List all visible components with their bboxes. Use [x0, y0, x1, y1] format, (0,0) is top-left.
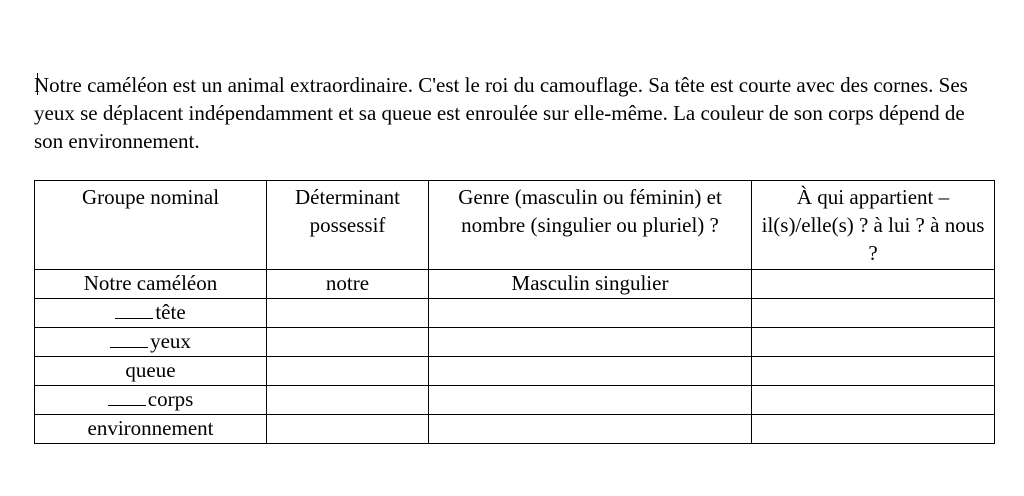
- cell-determinant[interactable]: [267, 415, 429, 444]
- cell-genre-nombre[interactable]: [429, 415, 752, 444]
- cell-text: environnement: [87, 416, 214, 440]
- cell-groupe-nominal[interactable]: [35, 328, 267, 357]
- header-genre-nombre[interactable]: Genre (masculin ou féminin) et nombre (singulier ou pluriel) ?: [429, 181, 752, 270]
- cell-groupe-nominal[interactable]: [35, 299, 267, 328]
- table-body: [35, 270, 995, 444]
- cell-genre-nombre[interactable]: [429, 270, 752, 299]
- table-row: [35, 357, 995, 386]
- cell-genre-nombre[interactable]: [429, 299, 752, 328]
- cell-a-qui-appartient[interactable]: [752, 386, 995, 415]
- cell-determinant[interactable]: [267, 270, 429, 299]
- table-row: [35, 386, 995, 415]
- cell-text: notre: [325, 271, 370, 295]
- header-groupe-nominal[interactable]: Groupe nominal: [35, 181, 267, 270]
- cell-a-qui-appartient[interactable]: [752, 299, 995, 328]
- cell-genre-nombre[interactable]: [429, 357, 752, 386]
- cell-text: Notre caméléon: [83, 271, 218, 295]
- fill-in-blank[interactable]: [108, 391, 146, 406]
- table-row: [35, 299, 995, 328]
- table-row: [35, 328, 995, 357]
- cell-genre-nombre[interactable]: [429, 328, 752, 357]
- cell-genre-nombre[interactable]: [429, 386, 752, 415]
- cell-text: corps: [147, 387, 194, 411]
- cell-groupe-nominal[interactable]: [35, 357, 267, 386]
- cell-a-qui-appartient[interactable]: [752, 415, 995, 444]
- table-row: [35, 415, 995, 444]
- header-a-qui-appartient[interactable]: À qui appartient – il(s)/elle(s) ? à lui ? à nous ?: [752, 181, 995, 270]
- table-header-row: [35, 181, 995, 270]
- cell-determinant[interactable]: [267, 386, 429, 415]
- cell-groupe-nominal[interactable]: [35, 415, 267, 444]
- cell-a-qui-appartient[interactable]: [752, 357, 995, 386]
- exercise-table[interactable]: [34, 180, 995, 444]
- cell-groupe-nominal[interactable]: [35, 386, 267, 415]
- cell-a-qui-appartient[interactable]: [752, 270, 995, 299]
- document-body[interactable]: [34, 71, 994, 155]
- cell-determinant[interactable]: [267, 328, 429, 357]
- cell-determinant[interactable]: [267, 299, 429, 328]
- cell-text: Masculin singulier: [511, 271, 669, 295]
- fill-in-blank[interactable]: [110, 333, 148, 348]
- fill-in-blank[interactable]: [115, 304, 153, 319]
- cell-text: yeux: [150, 329, 191, 353]
- header-determinant-possessif[interactable]: Déterminant possessif: [267, 181, 429, 270]
- cell-text: tête: [155, 300, 186, 324]
- cell-determinant[interactable]: [267, 357, 429, 386]
- table-row: [35, 270, 995, 299]
- intro-paragraph[interactable]: Notre caméléon est un animal extraordinaire. C'est le roi du camouflage. Sa tête est courte avec des cornes. Ses yeux se déplacent indépendamment et sa queue est enroulée sur elle-même. La couleur de son corps dépend de son environnement.: [34, 73, 968, 153]
- cell-a-qui-appartient[interactable]: [752, 328, 995, 357]
- cell-groupe-nominal[interactable]: [35, 270, 267, 299]
- cell-text: queue: [125, 358, 176, 382]
